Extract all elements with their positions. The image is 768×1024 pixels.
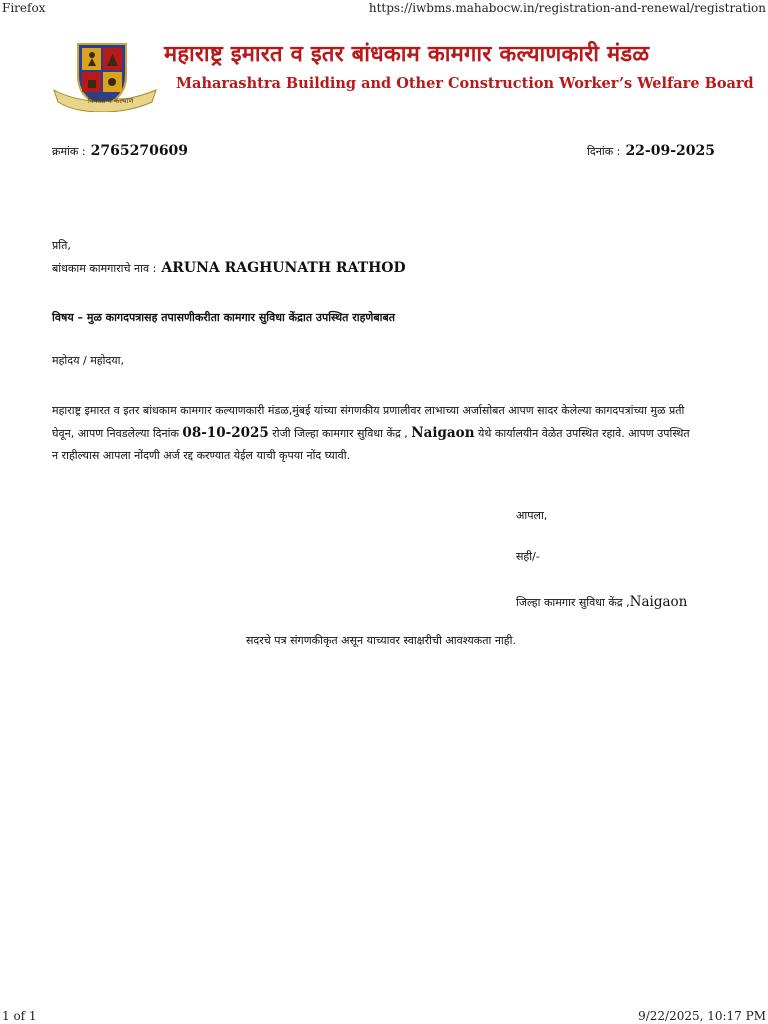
body-part-2: रोजी जिल्हा कामगार सुविधा केंद्र , (272, 427, 408, 440)
board-title-marathi: महाराष्ट्र इमारत व इतर बांधकाम कामगार कल्याणकारी मंडळ (164, 42, 650, 67)
logo-motto: विकास व कल्याण (88, 97, 134, 105)
signatory-line (516, 591, 687, 610)
ref-label: क्रमांक : (52, 145, 86, 158)
browser-app-name: Firefox (2, 1, 46, 15)
computer-generated-note: सदरचे पत्र संगणकीकृत असून याच्यावर स्वाक्षरीची आवश्यकता नाही. (246, 634, 516, 647)
facility-name: Naigaon (411, 425, 475, 441)
printed-at: 9/22/2025, 10:17 PM (638, 1009, 766, 1023)
page-url: https://iwbms.mahabocw.in/registration-and-renewal/registration (368, 1, 766, 15)
worker-name-label: बांधकाम कामगाराचे नाव : (52, 262, 157, 275)
signatory-location: Naigaon (629, 594, 688, 610)
date-value: 22-09-2025 (625, 143, 715, 159)
appointment-date: 08-10-2025 (182, 425, 269, 441)
page-info: 1 of 1 (2, 1009, 37, 1023)
signature: सही/- (516, 550, 540, 563)
body-part-3: येथे कार्यालयीन वेळेत उपस्थित रहावे. आपण उपस्थित न राहील्यास आपला नोंदणी अर्ज रद्द करण्यात येईल याची कृपया नोंद घ्यावी. (52, 427, 690, 462)
letter-subject: विषय – मुळ कागदपत्रासह तपासणीकरीता कामगार सुविधा केंद्रात उपस्थित राहणेबाबत (52, 311, 396, 324)
worker-name-line (52, 257, 406, 276)
worker-name: ARUNA RAGHUNATH RATHOD (161, 260, 406, 276)
date-line (587, 140, 715, 159)
closing: आपला, (516, 509, 548, 522)
ref-number: 2765270609 (90, 143, 189, 159)
body-part-1: महाराष्ट्र इमारत व इतर बांधकाम कामगार कल्याणकारी मंडळ,मुंबई यांच्या संगणकीय प्रणालीवर लाभाच्या अर्जासोबत आपण सादर केलेल्या कागदपत्रांच्या मुळ प्रती घेवून, आपण निवडलेल्या दिनांक (52, 404, 685, 440)
to-label: प्रति, (52, 239, 71, 252)
salutation: महोदय / महोदया, (52, 354, 125, 367)
signatory-office: जिल्हा कामगार सुविधा केंद्र , (516, 596, 630, 609)
board-logo (52, 42, 158, 112)
letter-body (52, 400, 692, 467)
reference-line (52, 140, 188, 159)
board-title-english: Maharashtra Building and Other Construction Worker’s Welfare Board (176, 75, 754, 92)
date-label: दिनांक : (587, 145, 621, 158)
